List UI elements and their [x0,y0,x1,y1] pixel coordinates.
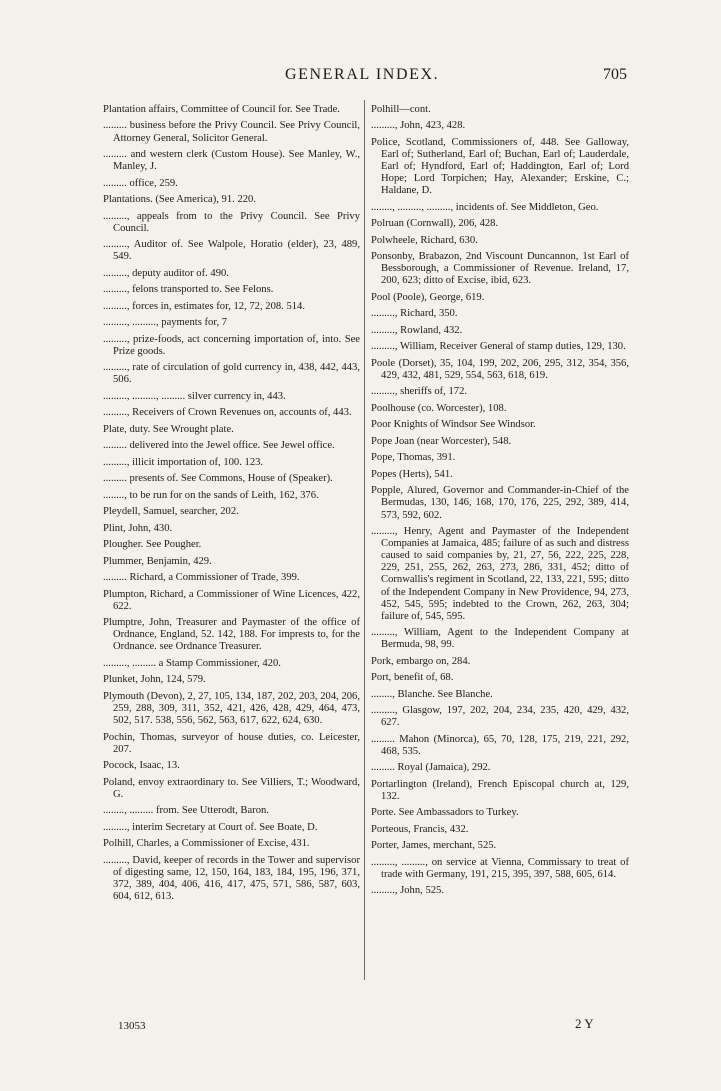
index-entry: ......... business before the Privy Council. See Privy Council, Attorney General, Solicitor General. [103,120,363,144]
index-entry: ........., ........., payments for, 7 [103,317,228,329]
index-entry: Plint, John, 430. [103,522,173,534]
right-column [371,104,632,902]
index-entry: ........., deputy auditor of. 490. [103,267,229,279]
index-entry: ........., Glasgow, 197, 202, 204, 234, 235, 420, 429, 432, 627. [371,705,632,729]
index-entry: ........., ........., ......... silver currency in, 443. [103,390,286,402]
index-entry: ........., John, 525. [371,885,444,897]
index-entry: ........, ........., ........., incidents of. See Middleton, Geo. [371,201,599,213]
index-entry: ........., John, 423, 428. [371,120,466,132]
index-entry: Polhill—cont. [371,104,431,115]
index-entry: ........., sheriffs of, 172. [371,386,468,398]
index-entry: Polruan (Cornwall), 206, 428. [371,218,499,230]
index-entry: Pork, embargo on, 284. [371,655,471,667]
index-entry: ........., rate of circulation of gold currency in, 438, 442, 443, 506. [103,362,363,386]
index-entry: Ponsonby, Brabazon, 2nd Viscount Duncannon, 1st Earl of Bessborough, a Commissioner of Revenue. Ireland, 17, 200, 623; ditto of Excise, ibid, 623. [371,251,632,287]
footer-code: 13053 [118,1020,146,1032]
index-entry: ........., forces in, estimates for, 12, 72, 208. 514. [103,300,306,312]
index-entry: Pleydell, Samuel, searcher, 202. [103,506,239,518]
index-entry: Pochin, Thomas, surveyor of house duties, co. Leicester, 207. [103,731,363,755]
index-entry: Poole (Dorset), 35, 104, 199, 202, 206, 295, 312, 354, 356, 429, 432, 481, 529, 554, 563, 618, 619. [371,357,632,381]
index-entry: Plunket, John, 124, 579. [103,674,206,686]
index-entry: ........., appeals from to the Privy Council. See Privy Council. [103,210,363,234]
index-entry: Poolhouse (co. Worcester), 108. [371,402,507,414]
index-entry: ........., illicit importation of, 100. 123. [103,456,264,468]
index-entry: ........., Henry, Agent and Paymaster of the Independent Companies at Jamaica, 485; failure of as such and distress caused to said companies by, 21, 27, 56, 222, 225, 228, 229, 251, 255, 262, 263, 273, 286, 331, 452; ditto of Cornwallis's regiment in Scotland, 22, 133, 221, 595; ditto of the Independent Company in New Providence, 94, 273, 452, 545, 595; indebted to the Crown, 262, 263, 304; failure of, 545, 595. [371,526,632,622]
index-entry: ........, Blanche. See Blanche. [371,688,493,700]
index-entry: ........, ......... from. See Utterodt, Baron. [103,805,269,817]
index-entry: Pope Joan (near Worcester), 548. [371,435,512,447]
index-entry: Pool (Poole), George, 619. [371,291,485,303]
index-entry: ........., William, Receiver General of stamp duties, 129, 130. [371,341,626,353]
index-entry: Popple, Alured, Governor and Commander-in-Chief of the Bermudas, 130, 146, 168, 170, 176, 225, 292, 389, 414, 573, 592, 602. [371,485,632,521]
index-entry: Popes (Herts), 541. [371,468,453,480]
index-entry: ........., interim Secretary at Court of. See Boate, D. [103,821,318,833]
index-entry: Police, Scotland, Commissioners of, 448. See Galloway, Earl of; Sutherland, Earl of; Buchan, Earl of; Lauderdale, Earl of; Hyndford, Earl of; Haddington, Earl of; Lord Hope; Lord Torpichen; Hay, Alexander; Erskine, C.; Haldane, D. [371,136,632,197]
left-column [103,104,363,907]
index-entry: Polwheele, Richard, 630. [371,234,478,246]
index-entry: ......... delivered into the Jewel office. See Jewel office. [103,440,335,452]
running-title: GENERAL INDEX. [285,66,440,83]
index-entry: ........., Receivers of Crown Revenues on, accounts of, 443. [103,407,352,419]
index-entry: ......... Royal (Jamaica), 292. [371,762,491,774]
index-entry: Plantation affairs, Committee of Council for. See Trade. [103,104,340,115]
index-entry: Plumptre, John, Treasurer and Paymaster of the office of Ordnance, England, 52. 142, 188. For imprests to, for the Ordnance. see Ordnance Treasurer. [103,617,363,653]
page-header [0,66,721,90]
index-entry: ......... Richard, a Commissioner of Trade, 399. [103,572,300,584]
index-entry: Port, benefit of, 68. [371,672,454,684]
index-entry: Polhill, Charles, a Commissioner of Excise, 431. [103,838,310,850]
index-entry: Plummer, Benjamin, 429. [103,555,212,567]
index-entry: Pocock, Isaac, 13. [103,760,180,772]
column-divider [364,100,365,980]
signature-mark: 2 Y [575,1016,594,1031]
index-entry: Portarlington (Ireland), French Episcopal church at, 129, 132. [371,778,632,802]
index-entry: Plymouth (Devon), 2, 27, 105, 134, 187, 202, 203, 204, 206, 259, 288, 309, 311, 352, 421, 426, 428, 429, 464, 473, 502, 517. 538, 556, 562, 563, 617, 622, 624, 630. [103,690,363,727]
index-entry: ......... office, 259. [103,177,178,189]
index-entry: ........., Richard, 350. [371,308,458,320]
index-entry: Pope, Thomas, 391. [371,452,456,464]
index-entry: Poor Knights of Windsor See Windsor. [371,419,536,431]
index-entry: ........., William, Agent to the Independent Company at Bermuda, 98, 99. [371,627,632,651]
index-entry: Porter, James, merchant, 525. [371,840,497,852]
index-entry: Plumpton, Richard, a Commissioner of Wine Licences, 422, 622. [103,588,363,612]
index-entry: Porteous, Francis, 432. [371,823,469,835]
index-entry: Plantations. (See America), 91. 220. [103,194,256,206]
index-entry: ........., Auditor of. See Walpole, Horatio (elder), 23, 489, 549. [103,239,363,263]
index-entry: ........., Rowland, 432. [371,324,463,336]
index-entry: Plougher. See Pougher. [103,539,202,551]
index-entry: ........., felons transported to. See Felons. [103,284,274,296]
index-entry: ........, to be run for on the sands of Leith, 162, 376. [103,489,319,501]
index-entry: ......... and western clerk (Custom House). See Manley, W., Manley, J. [103,149,363,173]
index-entry: ........., prize-foods, act concerning importation of, into. See Prize goods. [103,333,363,357]
index-entry: ........., ......... a Stamp Commissioner, 420. [103,657,281,669]
index-entry: ......... presents of. See Commons, House of (Speaker). [103,473,333,485]
page-number: 705 [603,66,627,83]
index-entry: Porte. See Ambassadors to Turkey. [371,807,519,819]
index-entry: Poland, envoy extraordinary to. See Villiers, T.; Woodward, G. [103,776,363,800]
index-entry: ........., David, keeper of records in the Tower and supervisor of digesting same, 12, 150, 164, 183, 184, 195, 196, 371, 372, 389, 404, 406, 416, 417, 475, 571, 586, 587, 603, 604, 612, 613. [103,854,363,902]
index-entry: Plate, duty. See Wrought plate. [103,423,234,435]
index-entry: ......... Mahon (Minorca), 65, 70, 128, 175, 219, 221, 292, 468, 535. [371,733,632,757]
index-entry: ........., ........., on service at Vienna, Commissary to treat of trade with Germany, 191, 215, 395, 397, 588, 605, 614. [371,856,632,880]
